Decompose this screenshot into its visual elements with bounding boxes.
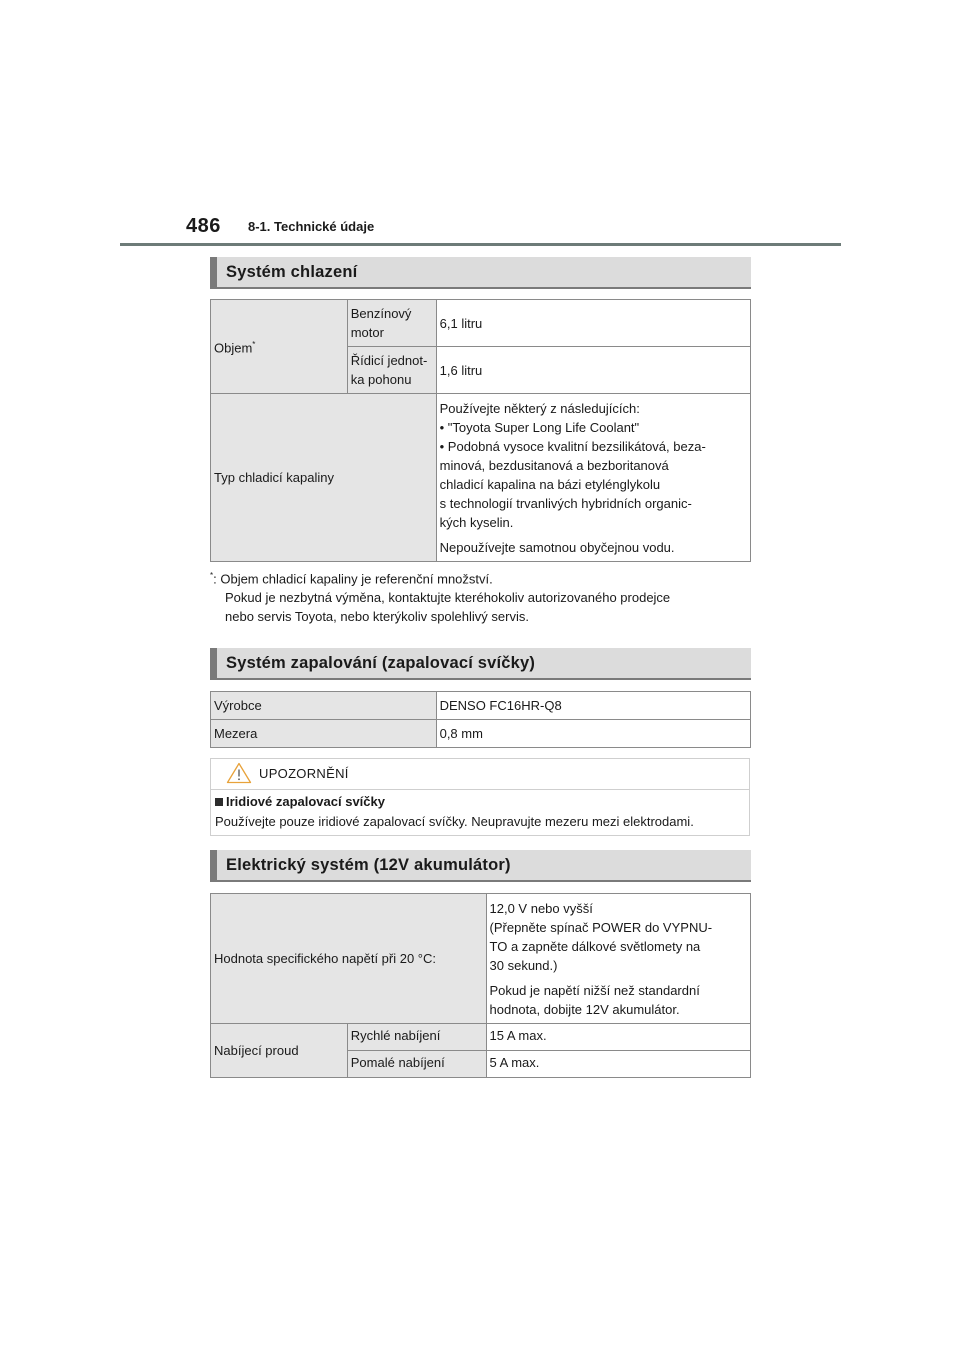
coolant-bullet-line: chladicí kapalina na bázi etylénglykolu xyxy=(439,476,661,492)
coolant-bullet xyxy=(440,437,747,532)
coolant-bullet-line: s technologií trvanlivých hybridních organic- xyxy=(439,495,692,511)
caution-text: Používejte pouze iridiové zapalovací svíčky. Neupravujte mezeru mezi elektrodami. xyxy=(215,814,694,829)
electric-spec-table xyxy=(210,893,751,1078)
voltage-value-cell xyxy=(486,894,750,1024)
pcu-label-cell xyxy=(347,347,436,394)
table-row xyxy=(211,894,751,1024)
manufacturer-label: Výrobce xyxy=(211,692,437,720)
footnote-marker: * xyxy=(210,571,214,580)
manufacturer-value: DENSO FC16HR-Q8 xyxy=(436,692,750,720)
coolant-intro: Používejte některý z následujících: xyxy=(439,400,640,416)
ignition-spec-table xyxy=(210,691,751,748)
pcu-value: 1,6 litru xyxy=(436,347,750,394)
coolant-bullet: • "Toyota Super Long Life Coolant" xyxy=(439,419,640,435)
coolant-type-label: Typ chladicí kapaliny xyxy=(211,394,437,562)
table-row xyxy=(211,300,751,347)
slow-charge-label: Pomalé nabíjení xyxy=(347,1051,486,1078)
slow-charge-value: 5 A max. xyxy=(486,1051,750,1078)
voltage-value-line: 12,0 V nebo vyšší xyxy=(489,900,593,916)
cooling-section-heading: Systém chlazení xyxy=(210,257,751,289)
voltage-label: Hodnota specifického napětí při 20 °C: xyxy=(211,894,487,1024)
footnote-line: Pokud je nezbytná výměna, kontaktujte kteréhokoliv autorizovaného prodejce xyxy=(225,590,671,606)
voltage-note-line: hodnota, dobijte 12V akumulátor. xyxy=(489,1001,680,1017)
coolant-bullet-line: minová, bezdusitanová a bezboritanová xyxy=(439,457,669,473)
gas-engine-label-line: motor xyxy=(350,325,384,340)
coolant-bullet-line: kých kyselin. xyxy=(439,514,514,530)
gap-value: 0,8 mm xyxy=(436,720,750,748)
voltage-value-line: 30 sekund.) xyxy=(489,957,558,973)
table-row xyxy=(211,692,751,720)
chapter-title: 8-1. Technické údaje xyxy=(248,219,375,234)
header-rule xyxy=(120,243,841,246)
caution-box xyxy=(210,758,750,836)
voltage-note-line: Pokud je napětí nižší než standardní xyxy=(489,982,700,998)
cooling-spec-table xyxy=(210,299,751,562)
page-number: 486 xyxy=(186,215,221,237)
coolant-type-value xyxy=(436,394,750,562)
table-row xyxy=(211,720,751,748)
voltage-value-line: TO a zapněte dálkové světlomety na xyxy=(489,938,701,954)
volume-label: Objem xyxy=(214,340,253,356)
footnote-marker: * xyxy=(252,340,256,350)
fast-charge-label: Rychlé nabíjení xyxy=(347,1024,486,1051)
coolant-bullet-line: • Podobná vysoce kvalitní bezsilikátová, beza- xyxy=(439,438,706,454)
footnote-line: : Objem chladicí kapaliny je referenční množství. xyxy=(213,571,493,587)
footnote-line: nebo servis Toyota, nebo kterýkoliv spolehlivý servis. xyxy=(225,609,529,625)
caution-subtitle xyxy=(215,794,385,809)
table-row xyxy=(211,394,751,562)
pcu-label-line: Řídicí jednot- xyxy=(350,353,428,368)
caution-title: UPOZORNĚNÍ xyxy=(259,766,349,781)
coolant-footnote xyxy=(210,566,750,626)
gas-engine-label-line: Benzínový xyxy=(350,306,412,321)
volume-label-cell xyxy=(211,300,348,394)
caution-header xyxy=(211,759,749,790)
coolant-note: Nepoužívejte samotnou obyčejnou vodu. xyxy=(439,539,675,555)
table-row xyxy=(211,1024,751,1051)
square-bullet-icon xyxy=(215,798,223,806)
gap-label: Mezera xyxy=(211,720,437,748)
ignition-section-heading: Systém zapalování (zapalovací svíčky) xyxy=(210,648,751,680)
gas-engine-label-cell xyxy=(347,300,436,347)
caution-subtitle-text: Iridiové zapalovací svíčky xyxy=(226,794,385,809)
electric-section-heading: Elektrický systém (12V akumulátor) xyxy=(210,850,751,882)
warning-triangle-icon xyxy=(226,762,252,784)
voltage-value-line: (Přepněte spínač POWER do VYPNU- xyxy=(489,919,713,935)
charge-current-label: Nabíjecí proud xyxy=(211,1024,348,1078)
pcu-label-line: ka pohonu xyxy=(350,372,412,387)
gas-engine-value: 6,1 litru xyxy=(436,300,750,347)
fast-charge-value: 15 A max. xyxy=(486,1024,750,1051)
